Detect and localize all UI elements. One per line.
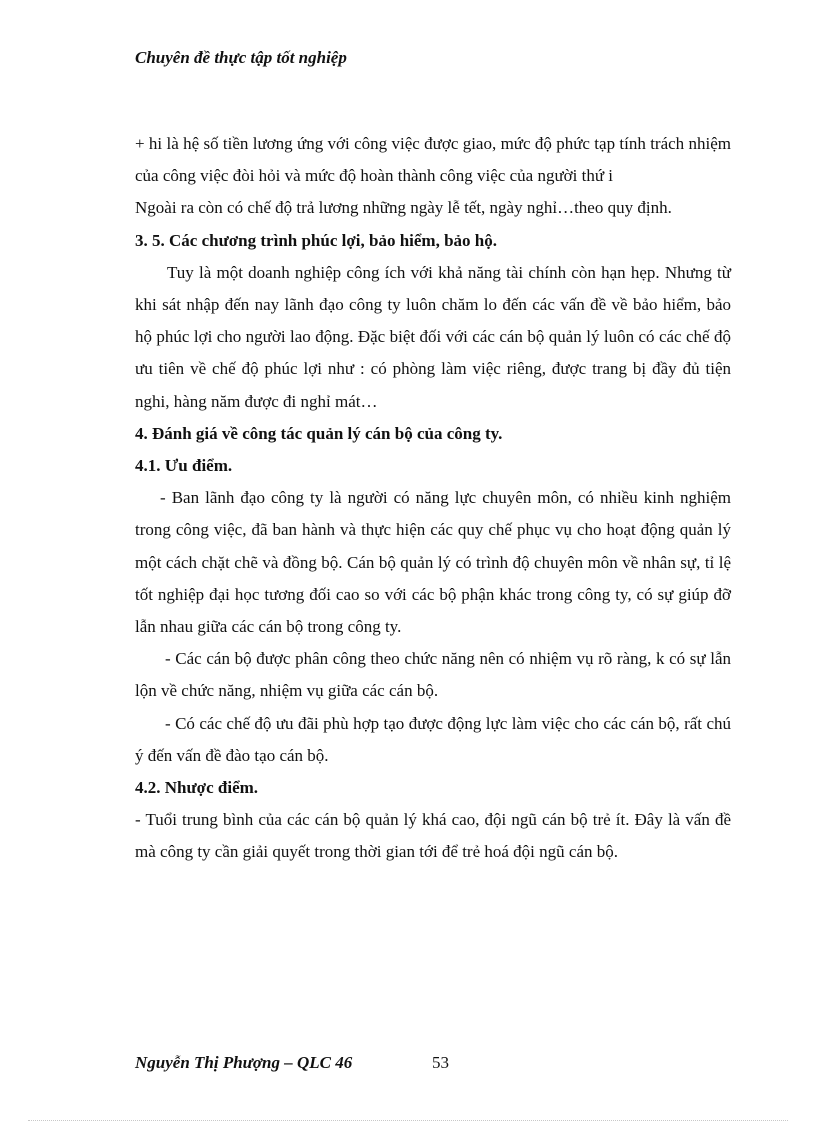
page-bottom-divider	[28, 1120, 788, 1121]
paragraph-weakness: - Tuổi trung bình của các cán bộ quản lý khá cao, đội ngũ cán bộ trẻ ít. Đây là vấn đề mà công ty cần giải quyết trong thời gian tới để trẻ hoá đội ngũ cán bộ.	[135, 810, 731, 862]
heading-4: 4. Đánh giá về công tác quản lý cán bộ của công ty.	[135, 423, 503, 443]
footer-author: Nguyễn Thị Phượng – QLC 46	[135, 1053, 353, 1072]
body-text	[135, 128, 731, 869]
paragraph-strength-2: - Các cán bộ được phân công theo chức năng nên có nhiệm vụ rõ ràng, k có sự lẫn lộn về chức năng, nhiệm vụ giữa các cán bộ.	[135, 649, 731, 701]
paragraph-hi-definition: + hi là hệ số tiền lương ứng với công việc được giao, mức độ phức tạp tính trách nhiệm của công việc đòi hỏi và mức độ hoàn thành công việc của người thứ i	[135, 134, 731, 186]
page-number: 53	[432, 1053, 449, 1072]
paragraph-welfare: Tuy là một doanh nghiệp công ích với khả năng tài chính còn hạn hẹp. Nhưng từ khi sát nhập đến nay lãnh đạo công ty luôn chăm lo đến các vấn đề về bảo hiểm, bảo hộ phúc lợi cho người lao động. Đặc biệt đối với các cán bộ quản lý luôn có các chế độ ưu tiên về chế độ phúc lợi như : có phòng làm việc riêng, được trang bị đầy đủ tiện nghi, hàng năm được đi nghỉ mát…	[135, 262, 731, 411]
paragraph-strength-1: - Ban lãnh đạo công ty là người có năng lực chuyên môn, có nhiều kinh nghiệm trong công việc, đã ban hành và thực hiện các quy chế phục vụ cho hoạt động quản lý một cách chặt chẽ và đồng bộ. Cán bộ quản lý có trình độ chuyên môn về nhân sự, tỉ lệ tốt nghiệp đại học tương đối cao so với các bộ phận khác trong công ty, có sự giúp đỡ lẫn nhau giữa các cán bộ trong công ty.	[135, 488, 731, 637]
paragraph-holiday-pay: Ngoài ra còn có chế độ trả lương những ngày lễ tết, ngày nghỉ…theo quy định.	[135, 198, 672, 218]
heading-4-1: 4.1. Ưu điểm.	[135, 456, 233, 476]
running-header: Chuyên đề thực tập tốt nghiệp	[135, 48, 347, 67]
heading-4-2: 4.2. Nhược điểm.	[135, 778, 259, 798]
paragraph-strength-3: - Có các chế độ ưu đãi phù hợp tạo được động lực làm việc cho các cán bộ, rất chú ý đến vấn đề đào tạo cán bộ.	[135, 713, 731, 765]
heading-3-5: 3. 5. Các chương trình phúc lợi, bảo hiểm, bảo hộ.	[135, 230, 497, 250]
